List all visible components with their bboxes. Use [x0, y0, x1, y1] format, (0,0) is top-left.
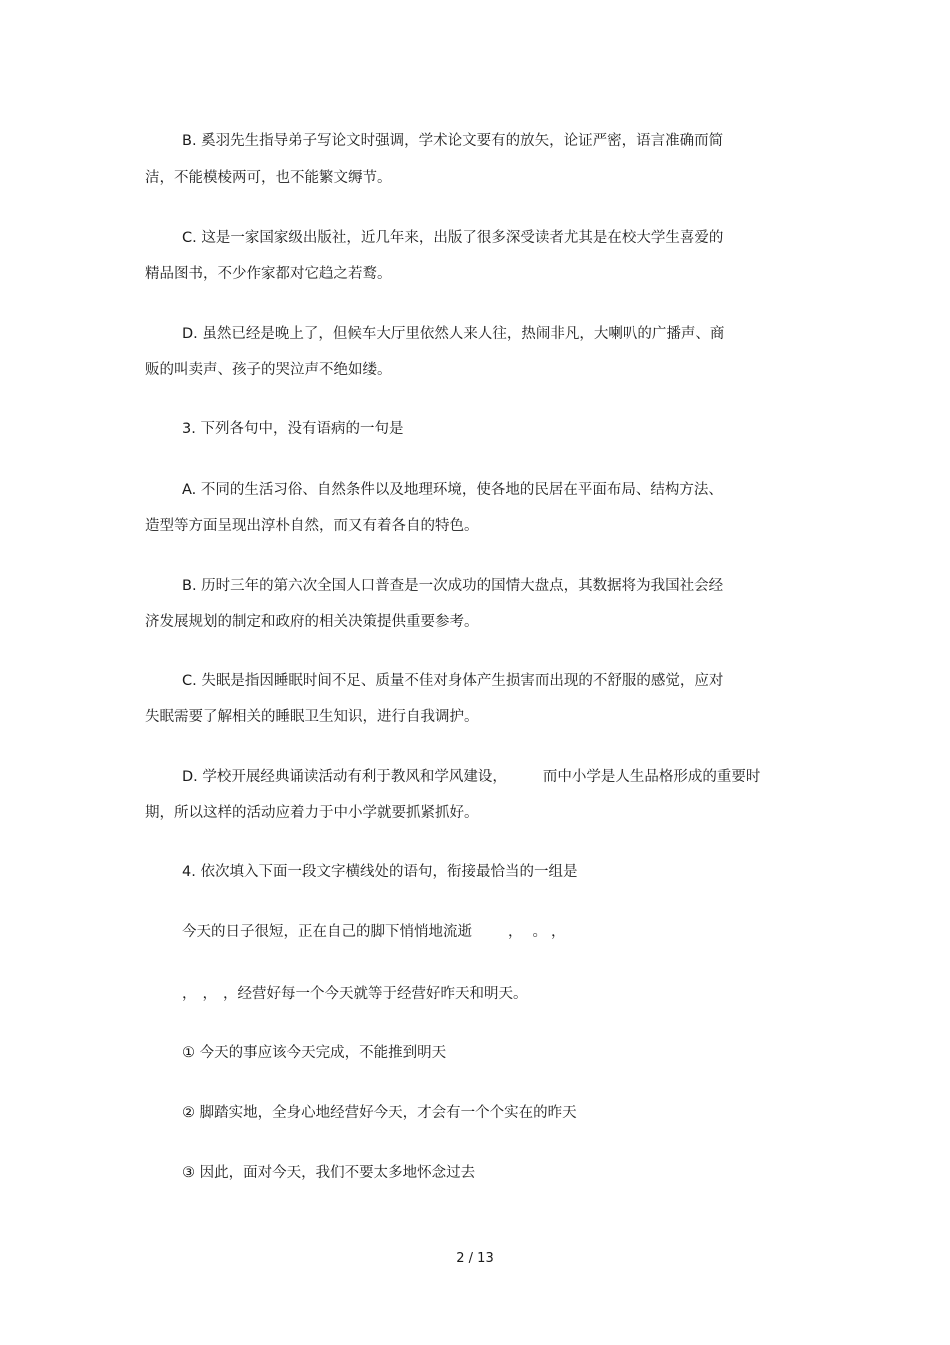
- q4-passage-text2: 经营好每一个今天就等于经营好昨天和明天。: [237, 986, 528, 1002]
- q3-option-d-part2: 而中小学是人生品格形成的重要时: [542, 769, 761, 785]
- q4-stem: 4. 依次填入下面一段文字横线处的语句，衔接最恰当的一组是: [182, 864, 578, 880]
- q4-blank-mark-3: ，: [551, 924, 566, 940]
- q4-passage-text1: 今天的日子很短，正在自己的脚下悄悄地流逝: [182, 924, 472, 940]
- q4-item-3: ③ 因此，面对今天，我们不要太多地怀念过去: [182, 1165, 476, 1181]
- q4-blank-mark-1: ，: [508, 924, 523, 940]
- q4-blank-mark-4: ，: [182, 986, 197, 1002]
- q4-item-2: ② 脚踏实地，全身心地经营好今天，才会有一个个实在的昨天: [182, 1105, 577, 1121]
- q3-option-b-line2: 济发展规划的制定和政府的相关决策提供重要参考。: [145, 614, 479, 630]
- q2-option-b-line2: 洁，不能模棱两可，也不能繁文缛节。: [145, 170, 392, 186]
- q4-blank-mark-5: ，: [202, 986, 217, 1002]
- q2-option-d-line2: 贩的叫卖声、孩子的哭泣声不绝如缕。: [145, 362, 392, 378]
- q3-option-a-line2: 造型等方面呈现出淳朴自然，而又有着各自的特色。: [145, 518, 479, 534]
- q4-blank-mark-6: ，: [223, 986, 238, 1002]
- q3-option-d-line1: [182, 767, 760, 787]
- q2-option-d-line1: D. 虽然已经是晚上了，但候车大厅里依然人来人往，热闹非凡，大喇叭的广播声、商: [182, 326, 725, 342]
- q3-option-c-line2: 失眠需要了解相关的睡眠卫生知识，进行自我调护。: [145, 709, 479, 725]
- q3-stem: 3. 下列各句中，没有语病的一句是: [182, 421, 404, 437]
- q2-option-b-line1: B. 奚羽先生指导弟子写论文时强调，学术论文要有的放矢，论证严密，语言准确而简: [182, 133, 724, 149]
- q3-option-c-line1: C. 失眠是指因睡眠时间不足、质量不佳对身体产生损害而出现的不舒服的感觉，应对: [182, 673, 724, 689]
- q3-option-a-line1: A. 不同的生活习俗、自然条件以及地理环境，使各地的民居在平面布局、结构方法、: [182, 482, 723, 498]
- q2-option-c-line2: 精品图书，不少作家都对它趋之若鹜。: [145, 266, 392, 282]
- page-number: 2 / 13: [456, 1251, 494, 1266]
- q3-option-d-part1: D. 学校开展经典诵读活动有利于教风和学风建设，: [182, 769, 507, 785]
- q4-passage-line2: [182, 984, 528, 1004]
- q3-option-d-line2: 期，所以这样的活动应着力于中小学就要抓紧抓好。: [145, 805, 479, 821]
- q4-blank-mark-2: 。: [532, 924, 547, 940]
- q4-passage-line1: [182, 922, 566, 942]
- q2-option-c-line1: C. 这是一家国家级出版社，近几年来，出版了很多深受读者尤其是在校大学生喜爱的: [182, 230, 724, 246]
- q3-option-b-line1: B. 历时三年的第六次全国人口普查是一次成功的国情大盘点，其数据将为我国社会经: [182, 578, 724, 594]
- q4-item-1: ① 今天的事应该今天完成，不能推到明天: [182, 1045, 447, 1061]
